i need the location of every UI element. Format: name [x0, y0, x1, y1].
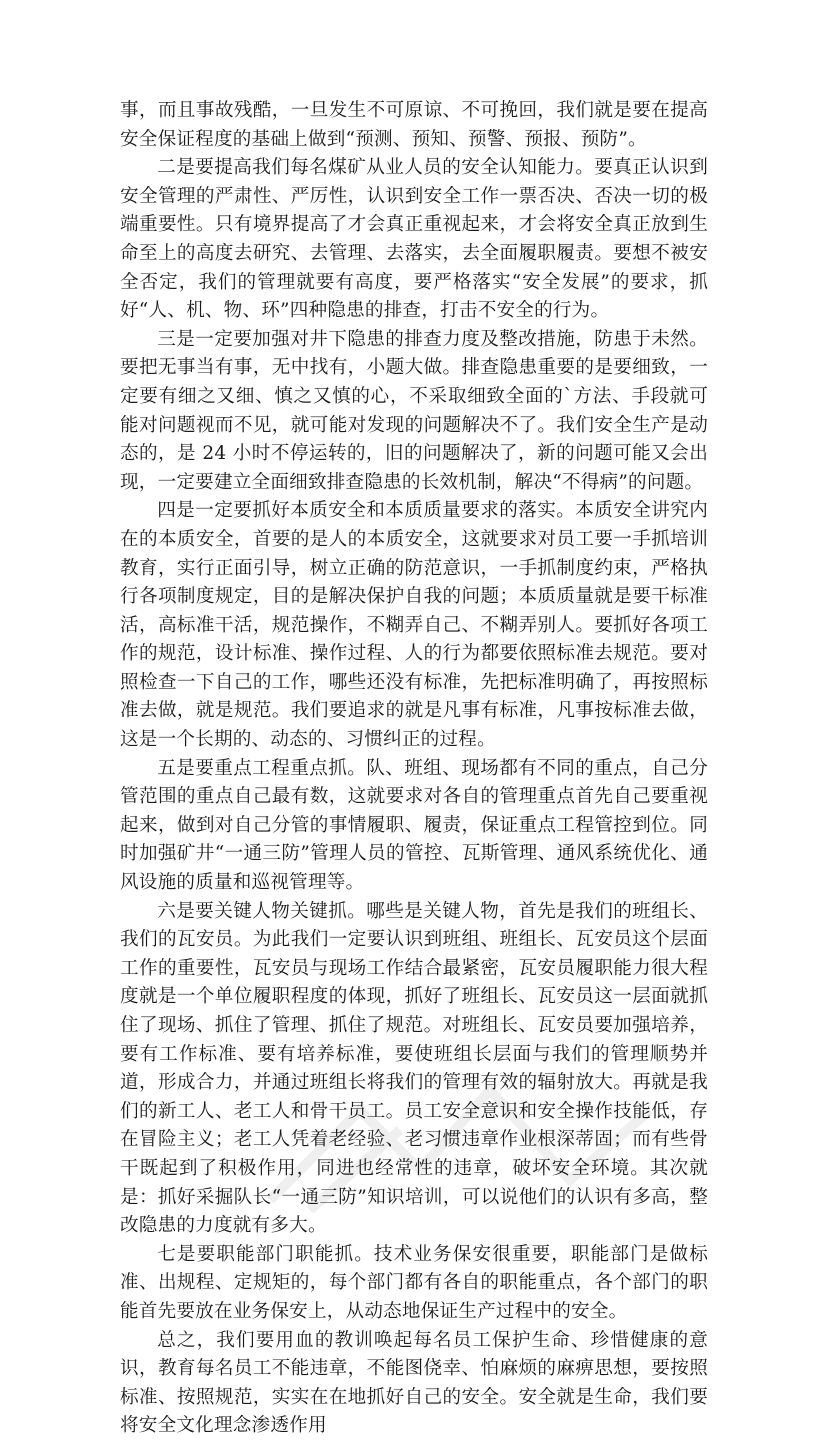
document-body: [120, 97, 708, 1441]
paragraph-item-7: 七是要职能部门职能抓。技术业务保安很重要，职能部门是做标准、出规程、定规矩的，每个部门都有各自的职能重点，各个部门的职能首先要放在业务保安上，从动态地保证生产过程中的安全。: [120, 1243, 708, 1322]
paragraph-continuation: 事，而且事故残酷，一旦发生不可原谅、不可挽回，我们就是要在提高安全保证程度的基础上做到“预测、预知、预警、预报、预防”。: [120, 100, 708, 150]
paragraph-item-5: 五是要重点工程重点抓。队、班组、现场都有不同的重点，自己分管范围的重点自己最有数，这就要求对各自的管理重点首先自己要重视起来，做到对自己分管的事情履职、履责，保证重点工程管控到位。同时加强矿井“一通三防”管理人员的管控、瓦斯管理、通风系统优化、通风设施的质量和巡视管理等。: [120, 757, 708, 894]
paragraph-item-6: 六是要关键人物关键抓。哪些是关键人物，首先是我们的班组长、我们的瓦安员。为此我们一定要认识到班组、班组长、瓦安员这个层面工作的重要性，瓦安员与现场工作结合最紧密，瓦安员履职能力很大程度就是一个单位履职程度的体现，抓好了班组长、瓦安员这一层面就抓住了现场、抓住了管理、抓住了规范。对班组长、瓦安员要加强培养，要有工作标准、要有培养标准，要使班组长层面与我们的管理顺势并道，形成合力，并通过班组长将我们的管理有效的辐射放大。再就是我们的新工人、老工人和骨干员工。员工安全意识和安全操作技能低，存在冒险主义；老工人凭着老经验、老习惯违章作业根深蒂固；而有些骨干既起到了积极作用，同进也经常性的违章，破坏安全环境。其次就是：抓好采掘队长“一通三防”知识培训，可以说他们的认识有多高，整改隐患的力度就有多大。: [120, 900, 708, 1237]
paragraph-item-3: 三是一定要加强对井下隐患的排查力度及整改措施，防患于未然。要把无事当有事，无中找有，小题大做。排查隐患重要的是要细致，一定要有细之又细、慎之又慎的心，不采取细致全面的`方法、手段就可能对问题视而不见，就可能对发现的问题解决不了。我们安全生产是动态的，是 24 小时不停运转的，旧的问题解决了，新的问题可能又会出现，一定要建立全面细致排查隐患的长效机制，解决“不得病”的问题。: [120, 328, 708, 493]
paragraph-item-4: 四是一定要抓好本质安全和本质质量要求的落实。本质安全讲究内在的本质安全，首要的是人的本质安全，这就要求对员工要一手抓培训教育，实行正面引导，树立正确的防范意识，一手抓制度约束，严格执行各项制度规定，目的是解决保护自我的问题；本质质量就是要干标准活，高标准干活，规范操作，不糊弄自己、不糊弄别人。要抓好各项工作的规范，设计标准、操作过程、人的行为都要依照标准去规范。要对照检查一下自己的工作，哪些还没有标准，先把标准明确了，再按照标准去做，就是规范。我们要追求的就是凡事有标准，凡事按标准去做，这是一个长期的、动态的、习惯纠正的过程。: [120, 500, 708, 751]
paragraph-summary: 总之，我们要用血的教训唤起每名员工保护生命、珍惜健康的意识，教育每名员工不能违章，不能图侥幸、怕麻烦的麻痹思想，要按照标准、按照规范，实实在在地抓好自己的安全。安全就是生命，我们要将安全文化理念渗透作用: [120, 1329, 708, 1437]
paragraph-item-2: 二是要提高我们每名煤矿从业人员的安全认知能力。要真正认识到安全管理的严肃性、严厉性，认识到安全工作一票否决、否决一切的极端重要性。只有境界提高了才会真正重视起来，才会将安全真正放到生命至上的高度去研究、去管理、去落实，去全面履职履责。要想不被安全否定，我们的管理就要有高度，要严格落实“安全发展”的要求，抓好“人、机、物、环”四种隐患的排查，打击不安全的行为。: [120, 157, 708, 322]
